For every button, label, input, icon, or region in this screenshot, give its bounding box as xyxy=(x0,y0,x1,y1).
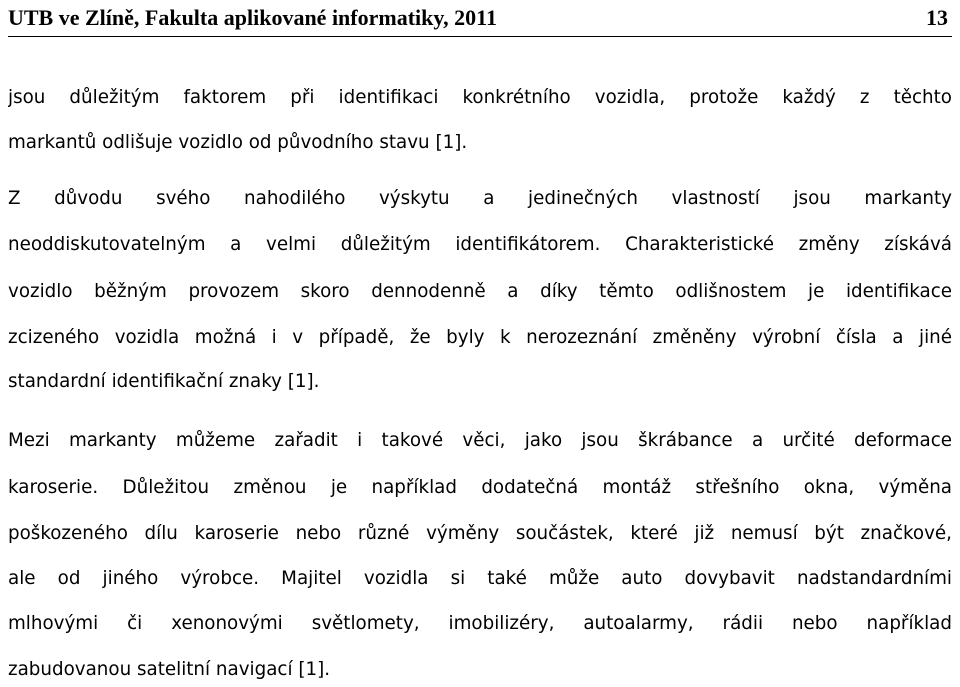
text-line: ale od jiného výrobce. Majitel vozidla si také může auto dovybavit nadstandardními xyxy=(8,568,952,589)
text-line: Z důvodu svého nahodilého výskytu a jedinečných vlastností jsou markanty xyxy=(8,188,952,209)
text-line: zcizeného vozidla možná i v případě, že byly k nerozeznání změněny výrobní čísla a jiné xyxy=(8,327,952,348)
text-line: karoserie. Důležitou změnou je například dodatečná montáž střešního okna, výměna xyxy=(8,477,952,498)
page-number: 13 xyxy=(926,5,948,30)
text-line: mlhovými či xenonovými světlomety, imobilizéry, autoalarmy, rádii nebo například xyxy=(8,613,952,634)
header-divider xyxy=(8,36,952,37)
text-line: neoddiskutovatelným a velmi důležitým identifikátorem. Charakteristické změny získává xyxy=(8,234,952,255)
text-line: jsou důležitým faktorem při identifikaci konkrétního vozidla, protože každý z těchto xyxy=(8,87,952,108)
text-line: standardní identifikační znaky [1]. xyxy=(8,371,320,392)
text-line: zabudovanou satelitní navigací [1]. xyxy=(8,659,331,680)
text-line: poškozeného dílu karoserie nebo různé výměny součástek, které již nemusí být značkové, xyxy=(8,523,952,544)
text-line: markantů odlišuje vozidlo od původního stavu [1]. xyxy=(8,132,468,153)
header-title: UTB ve Zlíně, Fakulta aplikované informatiky, 2011 xyxy=(8,5,497,30)
text-line: Mezi markanty můžeme zařadit i takové věci, jako jsou škrábance a určité deformace xyxy=(8,430,952,451)
text-line: vozidlo běžným provozem skoro dennodenně a díky těmto odlišnostem je identifikace xyxy=(8,281,952,302)
page-header xyxy=(8,2,952,36)
